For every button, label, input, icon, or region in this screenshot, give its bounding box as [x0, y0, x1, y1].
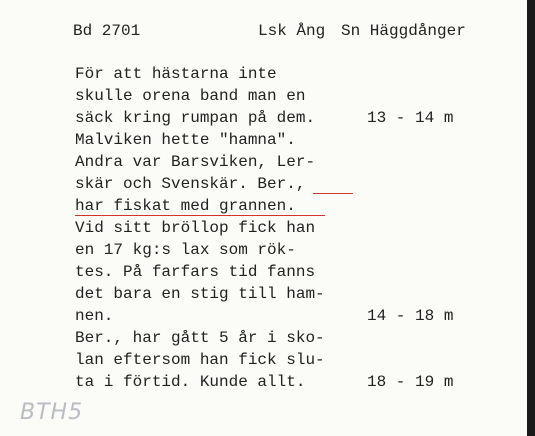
card-id: Bd 2701	[73, 22, 141, 40]
text-line-1: För att hästarna inte	[75, 65, 277, 83]
text-line-11: det bara en stig till ham-	[75, 285, 325, 303]
page-ref-1: 13 - 14 m	[367, 109, 454, 127]
province-label: Lsk Ång	[258, 22, 326, 40]
text-line-7: har fiskat med grannen.	[75, 197, 296, 215]
text-line-6: skär och Svenskär. Ber.,	[75, 175, 306, 193]
scan-edge	[527, 0, 535, 436]
text-line-14: lan eftersom han fick slu-	[75, 351, 325, 369]
text-line-13: Ber., har gått 5 år i sko-	[75, 329, 325, 347]
pencil-archive-mark: BTH5	[20, 400, 84, 425]
red-underline-fiskat	[75, 215, 325, 216]
parish-label: Sn Häggdånger	[341, 22, 466, 40]
text-line-15: ta i förtid. Kunde allt.	[75, 373, 306, 391]
red-underline-ber	[313, 193, 353, 194]
text-line-10: tes. På farfars tid fanns	[75, 263, 316, 281]
text-line-9: en 17 kg:s lax som rök-	[75, 241, 296, 259]
text-line-2: skulle orena band man en	[75, 87, 306, 105]
text-line-12: nen.	[75, 307, 114, 325]
text-line-8: Vid sitt bröllop fick han	[75, 219, 316, 237]
page-ref-3: 18 - 19 m	[367, 373, 454, 391]
text-line-5: Andra var Barsviken, Ler-	[75, 153, 316, 171]
page-ref-2: 14 - 18 m	[367, 307, 454, 325]
text-line-4: Malviken hette "hamna".	[75, 131, 296, 149]
text-line-3: säck kring rumpan på dem.	[75, 109, 316, 127]
